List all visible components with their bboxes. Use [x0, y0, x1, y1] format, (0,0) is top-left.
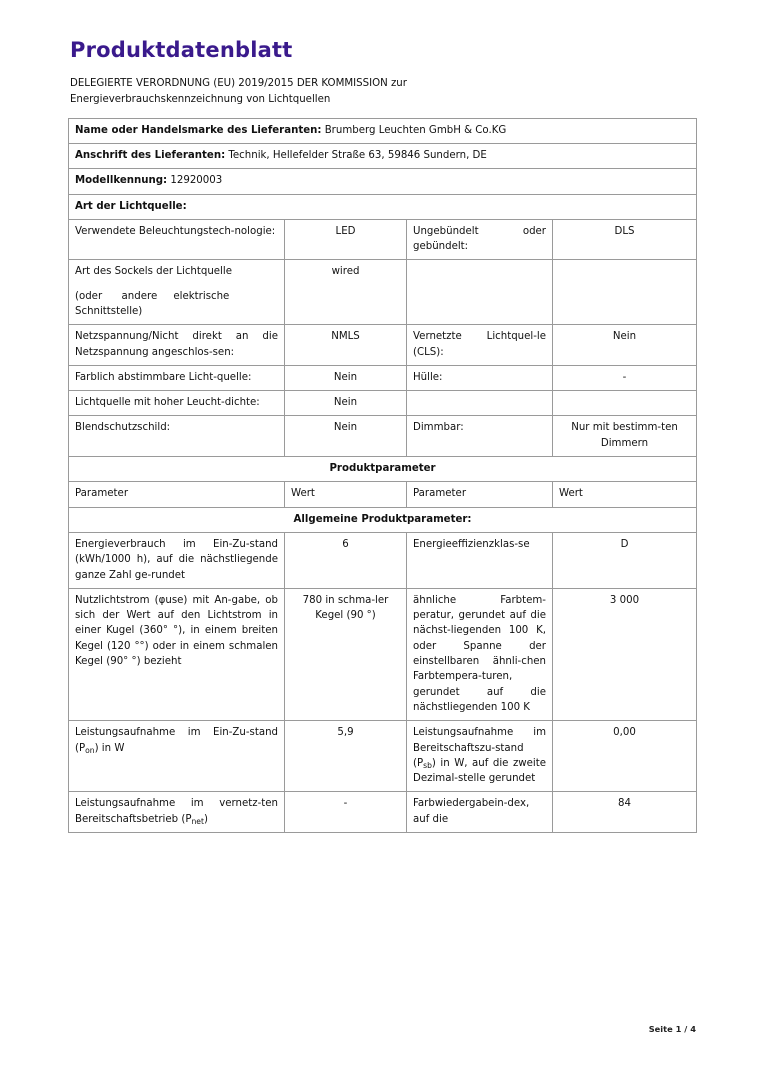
param-value-2: 84 [553, 792, 697, 833]
product-parameters-title: Produktparameter [69, 457, 697, 482]
table-row [69, 143, 697, 168]
row-label-2 [407, 260, 553, 325]
param-value-2: D [553, 532, 697, 588]
table-row [69, 118, 697, 143]
table-row [69, 391, 697, 416]
socket-label-line3: Schnittstelle) [75, 306, 143, 317]
row-label-2 [407, 391, 553, 416]
row-label-2: Vernetzte Lichtquel-le (CLS): [407, 325, 553, 366]
general-parameters-title: Allgemeine Produktparameter: [69, 507, 697, 532]
row-value-2: Nur mit bestimm-ten Dimmern [553, 416, 697, 457]
param-value: - [285, 792, 407, 833]
row-value-2: - [553, 365, 697, 390]
supplier-name-cell [69, 118, 697, 143]
supplier-name-value: Brumberg Leuchten GmbH & Co.KG [324, 124, 507, 136]
row-value-2 [553, 260, 697, 325]
column-header-value-1: Wert [285, 482, 407, 507]
table-row [69, 721, 697, 792]
table-row [69, 792, 697, 833]
param-value-2: 0,00 [553, 721, 697, 792]
socket-label-line1: Art des Sockels der Lichtquelle [75, 266, 232, 278]
datasheet-table [68, 118, 697, 833]
column-header-parameter-2: Parameter [407, 482, 553, 507]
supplier-name-label: Name oder Handelsmarke des Lieferanten: [75, 124, 322, 136]
regulation-subtitle-line2: Energieverbrauchskennzeichnung von Lichtquellen [70, 93, 331, 105]
param-label-2: ähnliche Farbtem-peratur, gerundet auf die nächst-liegenden 100 K, oder Spanne der einstellbaren ähnli-chen Farbtempera-turen, gerundet auf die nächstliegenden 100 K [407, 588, 553, 720]
light-source-section-title: Art der Lichtquelle: [69, 194, 697, 219]
supplier-address-label: Anschrift des Lieferanten: [75, 149, 226, 161]
row-value: Nein [285, 365, 407, 390]
page-footer: Seite 1 / 4 [648, 1024, 696, 1034]
regulation-subtitle-line1: DELEGIERTE VERORDNUNG (EU) 2019/2015 DER KOMMISSION zur [70, 78, 407, 89]
row-value-2 [553, 391, 697, 416]
table-row [69, 194, 697, 219]
column-header-value-2: Wert [553, 482, 697, 507]
param-label: Leistungsaufnahme im vernetz-ten Bereitschaftsbetrieb $(P_{net})$ [69, 792, 285, 833]
row-value: Nein [285, 416, 407, 457]
page-title: Produktdatenblatt [70, 38, 293, 62]
table-row [69, 416, 697, 457]
table-row [69, 588, 697, 720]
row-value: LED [285, 219, 407, 260]
param-value-2: 3 000 [553, 588, 697, 720]
table-row [69, 532, 697, 588]
param-value: 780 in schma-ler Kegel (90 °) [285, 588, 407, 720]
row-label: Netzspannung/Nicht direkt an die Netzspannung angeschlos-sen: [69, 325, 285, 366]
table-row [69, 260, 697, 325]
row-label: Blendschutzschild: [69, 416, 285, 457]
row-value: Nein [285, 391, 407, 416]
table-row [69, 482, 697, 507]
row-label: Verwendete Beleuchtungstech-nologie: [69, 219, 285, 260]
table-row [69, 457, 697, 482]
row-label-2: Dimmbar: [407, 416, 553, 457]
socket-label-line2: (oder andere elektrische [75, 290, 230, 302]
supplier-address-cell [69, 143, 697, 168]
param-value: 5,9 [285, 721, 407, 792]
row-value: wired [285, 260, 407, 325]
column-header-parameter-1: Parameter [69, 482, 285, 507]
row-label-2: Ungebündelt oder gebündelt: [407, 219, 553, 260]
table-row [69, 365, 697, 390]
param-label-2: Leistungsaufnahme im Bereitschaftszu-stand $(P_{sb})$ in W, auf die zweite Dezimal-stelle gerundet [407, 721, 553, 792]
row-label: Lichtquelle mit hoher Leucht-dichte: [69, 391, 285, 416]
table-row [69, 325, 697, 366]
model-label: Modellkennung: [75, 175, 168, 187]
table-row [69, 219, 697, 260]
supplier-address-value: Technik, Hellefelder Straße 63, 59846 Sundern, DE [228, 149, 487, 161]
param-value: 6 [285, 532, 407, 588]
row-label: Farblich abstimmbare Licht-quelle: [69, 365, 285, 390]
param-label: Leistungsaufnahme im Ein-Zu-stand $(P_{on})$ in W [69, 721, 285, 792]
row-value-2: Nein [553, 325, 697, 366]
model-value: 12920003 [170, 175, 223, 187]
param-label: Nutzlichtstrom (φuse) mit An-gabe, ob sich der Wert auf den Lichtstrom in einer Kugel (360° °), in einem breiten Kegel (120 °°) oder in einem schmalen Kegel (90° °) bezieht [69, 588, 285, 720]
table-row [69, 507, 697, 532]
param-label-2: Farbwiedergabein-dex, auf die [407, 792, 553, 833]
row-label-2: Hülle: [407, 365, 553, 390]
model-cell [69, 169, 697, 194]
param-label: Energieverbrauch im Ein-Zu-stand (kWh/1000 h), auf die nächstliegende ganze Zahl ge-rundet [69, 532, 285, 588]
row-value-2: DLS [553, 219, 697, 260]
row-label [69, 260, 285, 325]
param-label-2: Energieeffizienzklas-se [407, 532, 553, 588]
row-value: NMLS [285, 325, 407, 366]
regulation-subtitle [70, 76, 696, 108]
table-row [69, 169, 697, 194]
